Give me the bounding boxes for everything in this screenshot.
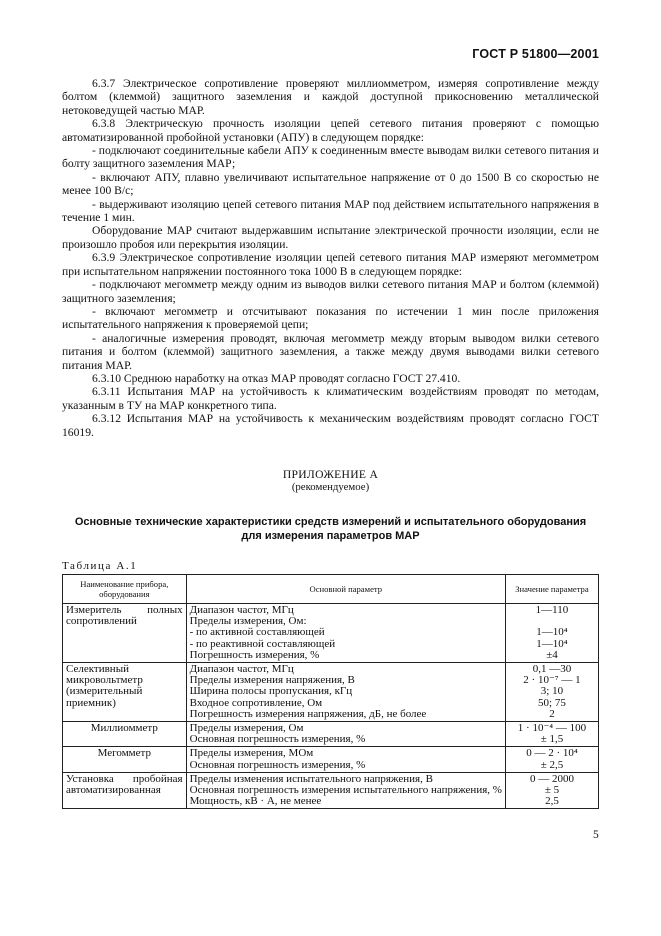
table-row (63, 722, 599, 747)
appendix-heading (62, 515, 599, 543)
list-item: - подключают соединительные кабели АПУ к соединенным вместе выводам вилки сетевого питания и болту защитного заземления МАР; (62, 144, 599, 171)
instrument-name: Измеритель полных сопротивлений (63, 604, 187, 663)
parameter: Входное сопротивление, Ом (189, 696, 323, 709)
value: ± 5 (544, 784, 560, 797)
column-header: Значение параметра (505, 575, 598, 604)
table-header-row (63, 575, 599, 604)
body-text (62, 77, 599, 439)
page-number: 5 (593, 828, 599, 841)
parameter: Пределы измерения, МОм (189, 747, 314, 760)
instrument-name: Установка пробойная автоматизированная (63, 772, 187, 809)
parameter-cell (186, 604, 505, 663)
value: 0 — 2 · 10⁴ (526, 747, 578, 760)
appendix-title: ПРИЛОЖЕНИЕ А (282, 468, 379, 481)
table-caption: Таблица А.1 (62, 560, 138, 572)
parameter: - по активной составляющей (189, 626, 325, 639)
spec-table (62, 574, 599, 809)
value: 2 (549, 707, 555, 720)
parameter: Мощность, кВ · А, не менее (189, 795, 322, 808)
column-header: Наименование прибора, оборудования (63, 575, 187, 604)
value: 1—110 (535, 604, 569, 616)
appendix-heading-line2: для измерения параметров МАР (241, 530, 420, 542)
value-cell (505, 722, 598, 747)
paragraph-6-3-12: 6.3.12 Испытания МАР на устойчивость к механическим воздействиям проводят согласно ГОСТ 16019. (62, 412, 599, 439)
list-item: - включают АПУ, плавно увеличивают испытательное напряжение от 0 до 1500 В со скоростью не менее 100 В/с; (62, 170, 599, 198)
value-cell (505, 604, 598, 663)
list-item: - подключают мегомметр между одним из выводов вилки сетевого питания МАР и болтом (клеммой) защитного заземления; (62, 278, 599, 305)
value: ± 2,5 (540, 758, 564, 771)
value: 0,1 —30 (532, 663, 572, 676)
parameter: Основная погрешность измерения испытательного напряжения, % (189, 784, 502, 797)
value: 1—10⁴ (536, 626, 568, 639)
value: ± 1,5 (540, 733, 564, 746)
value-cell (505, 772, 598, 809)
value-cell (505, 663, 598, 722)
appendix-subtitle: (рекомендуемое) (291, 481, 370, 493)
list-item: - аналогичные измерения проводят, включая мегомметр между вторым выводом вилки сетевого питания и болтом (клеммой) защитного заземления, а также между двумя выводами вилки сетевого питания МАР. (62, 331, 599, 372)
parameter: - по реактивной составляющей (189, 637, 336, 650)
table-row (63, 604, 599, 663)
parameter: Пределы измерения, Ом: (189, 615, 307, 628)
parameter-cell (186, 663, 505, 722)
paragraph-6-3-8: 6.3.8 Электрическую прочность изоляции цепей сетевого питания проверяют с помощью автоматизированной пробойной установки (АПУ) в следующем порядке: (62, 117, 599, 144)
parameter: Пределы измерения напряжения, В (189, 674, 355, 687)
instrument-name: Мегомметр (63, 747, 187, 772)
column-header: Основной параметр (186, 575, 505, 604)
parameter-cell (186, 772, 505, 809)
value: 50; 75 (538, 696, 566, 709)
parameter: Основная погрешность измерения, % (189, 758, 366, 771)
value-cell (505, 747, 598, 772)
parameter: Погрешность измерения напряжения, дБ, не более (189, 707, 427, 720)
list-item: - включают мегомметр и отсчитывают показания по истечении 1 мин после приложения испытательного напряжения к проверяемой цепи; (62, 304, 599, 332)
appendix-heading-line1: Основные технические характеристики средств измерений и испытательного оборудования (74, 516, 587, 528)
parameter: Пределы изменения испытательного напряжения, В (189, 772, 433, 785)
instrument-name: Селективный микровольтметр (измерительный приемник) (63, 663, 187, 722)
parameter-cell (186, 747, 505, 772)
table-row (63, 663, 599, 722)
paragraph-6-3-11: 6.3.11 Испытания МАР на устойчивость к климатическим воздействиям проводят по методам, указанным в ТУ на МАР конкретного типа. (62, 385, 599, 412)
list-item: - выдерживают изоляцию цепей сетевого питания МАР под действием испытательного напряжения в течение 1 мин. (62, 197, 599, 225)
value: 0 — 2000 (529, 772, 574, 785)
value: 2,5 (545, 795, 559, 808)
parameter-cell (186, 722, 505, 747)
parameter: Погрешность измерения, % (189, 648, 320, 661)
paragraph-6-3-10: 6.3.10 Среднюю наработку на отказ МАР проводят согласно ГОСТ 27.410. (92, 371, 461, 385)
paragraph-6-3-7: 6.3.7 Электрическое сопротивление проверяют миллиомметром, измеряя сопротивление между болтом (клеммой) защитного заземления и каждой доступной прикосновению металлической нетоковедущей частью МАР. (62, 77, 599, 117)
parameter: Ширина полосы пропускания, кГц (189, 685, 353, 698)
parameter: Диапазон частот, МГц (189, 663, 294, 676)
document-header: ГОСТ Р 51800—2001 (472, 47, 599, 61)
parameter: Пределы измерения, Ом (189, 722, 304, 735)
instrument-name: Миллиомметр (63, 722, 187, 747)
value: 2 · 10⁻⁷ — 1 (523, 674, 581, 687)
value: 1—10⁴ (536, 637, 568, 650)
parameter: Диапазон частот, МГц (189, 604, 294, 616)
table-row (63, 747, 599, 772)
paragraph: Оборудование МАР считают выдержавшим испытание электрической прочности изоляции, если не произошло пробоя или перекрытия изоляции. (62, 224, 599, 251)
paragraph-6-3-9: 6.3.9 Электрическое сопротивление изоляции цепей сетевого питания МАР измеряют мегомметром при испытательном напряжении постоянного тока 1000 В в следующем порядке: (62, 251, 599, 278)
value: ±4 (546, 648, 558, 661)
value: 1 · 10⁻⁴ — 100 (517, 722, 587, 735)
value: 3; 10 (540, 685, 564, 698)
table-row (63, 772, 599, 809)
parameter: Основная погрешность измерения, % (189, 733, 366, 746)
